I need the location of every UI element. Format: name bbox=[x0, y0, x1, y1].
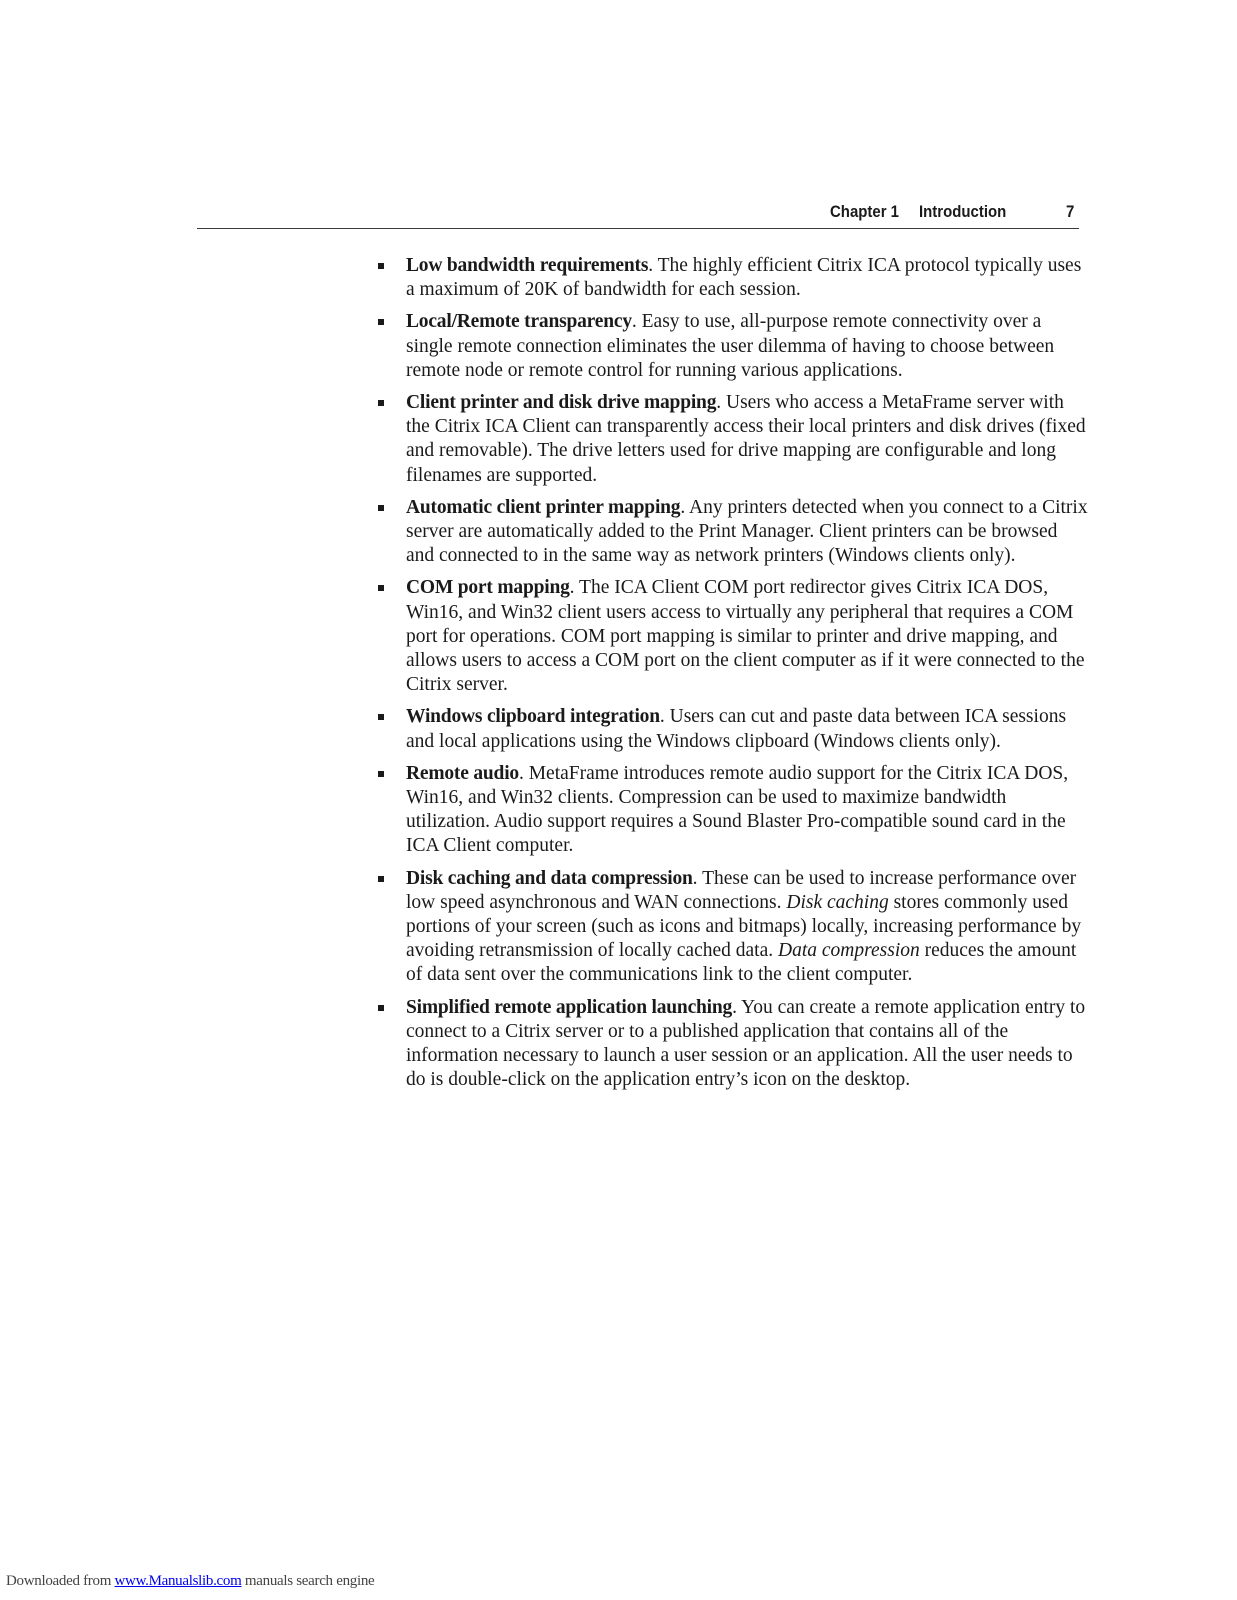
footer-prefix: Downloaded from bbox=[6, 1573, 112, 1589]
manualslib-link[interactable]: www.Manualslib.com bbox=[114, 1573, 242, 1589]
item-term: Disk caching and data compression bbox=[406, 867, 693, 889]
square-bullet-icon bbox=[378, 1005, 384, 1011]
list-item bbox=[378, 310, 1088, 383]
header-chapter: Chapter 1 bbox=[830, 202, 900, 221]
list-item bbox=[378, 867, 1088, 988]
italic-term: Disk caching bbox=[786, 891, 889, 913]
square-bullet-icon bbox=[378, 319, 384, 325]
square-bullet-icon bbox=[378, 505, 384, 511]
item-text: . Any printers detected when you connect to a Citrix server are automatically added to the Print Manager. Client printers can be browsed and connected to in the same way as network printers (Windows clients only). bbox=[406, 496, 1088, 567]
square-bullet-icon bbox=[378, 400, 384, 406]
page-number: 7 bbox=[1066, 202, 1075, 221]
item-term: Simplified remote application launching bbox=[406, 996, 733, 1018]
list-item bbox=[378, 996, 1088, 1093]
item-term: Low bandwidth requirements bbox=[406, 255, 649, 276]
list-item bbox=[378, 496, 1088, 569]
item-term: Remote audio bbox=[406, 762, 519, 784]
header-chapter-title: Introduction bbox=[919, 202, 1007, 221]
square-bullet-icon bbox=[378, 771, 384, 777]
item-text: . The ICA Client COM port redirector gives Citrix ICA DOS, Win16, and Win32 client users access to virtually any peripheral that requires a COM port for operations. COM port mapping is similar to printer and drive mapping, and allows users to access a COM port on the client computer as if it were connected to the Citrix server. bbox=[406, 577, 1085, 696]
square-bullet-icon bbox=[378, 585, 384, 591]
running-header bbox=[197, 200, 1079, 229]
list-item bbox=[378, 254, 1088, 302]
list-item bbox=[378, 576, 1088, 697]
item-term: COM port mapping bbox=[406, 577, 570, 599]
item-term: Local/Remote transparency bbox=[406, 311, 632, 333]
item-text: . Easy to use, all-purpose remote connectivity over a single remote connection eliminates the user dilemma of having to choose between remote node or remote control for running various applications. bbox=[406, 311, 1055, 381]
footer-suffix: manuals search engine bbox=[241, 1573, 375, 1589]
item-text: . These can be used to increase performance over low speed asynchronous and WAN connections. bbox=[406, 867, 1077, 913]
item-text: . Users who access a MetaFrame server with the Citrix ICA Client can transparently access their local printers and disk drives (fixed and removable). The drive letters used for drive mapping are configurable and long filenames are supported. bbox=[406, 392, 1086, 486]
item-text: stores commonly used portions of your screen (such as icons and bitmaps) locally, increasing performance by avoiding retransmission of locally cached data. bbox=[406, 891, 1082, 962]
list-item bbox=[378, 705, 1088, 753]
item-text: . The highly efficient Citrix ICA protocol typically uses a maximum of 20K of bandwidth for each session. bbox=[406, 255, 1082, 301]
item-term: Automatic client printer mapping bbox=[406, 496, 681, 518]
item-term: Client printer and disk drive mapping bbox=[406, 392, 717, 414]
feature-list bbox=[378, 254, 1088, 1101]
item-text: . You can create a remote application entry to connect to a Citrix server or to a published application that contains all of the information necessary to launch a user session or an application. All the user needs to do is double-click on the application entry’s icon on the desktop. bbox=[406, 996, 1086, 1091]
item-text: . MetaFrame introduces remote audio support for the Citrix ICA DOS, Win16, and Win32 clients. Compression can be used to maximize bandwidth utilization. Audio support requires a Sound Blaster Pro-compatible sound card in the ICA Client computer. bbox=[406, 762, 1069, 857]
square-bullet-icon bbox=[378, 263, 384, 269]
item-text: reduces the amount of data sent over the communications link to the client computer. bbox=[406, 940, 1077, 986]
square-bullet-icon bbox=[378, 876, 384, 882]
list-item bbox=[378, 391, 1088, 488]
item-term: Windows clipboard integration bbox=[406, 706, 660, 728]
italic-term: Data compression bbox=[778, 940, 920, 962]
list-item bbox=[378, 762, 1088, 859]
item-text: . Users can cut and paste data between ICA sessions and local applications using the Windows clipboard (Windows clients only). bbox=[406, 706, 1067, 752]
square-bullet-icon bbox=[378, 714, 384, 720]
download-footer bbox=[6, 1573, 374, 1590]
